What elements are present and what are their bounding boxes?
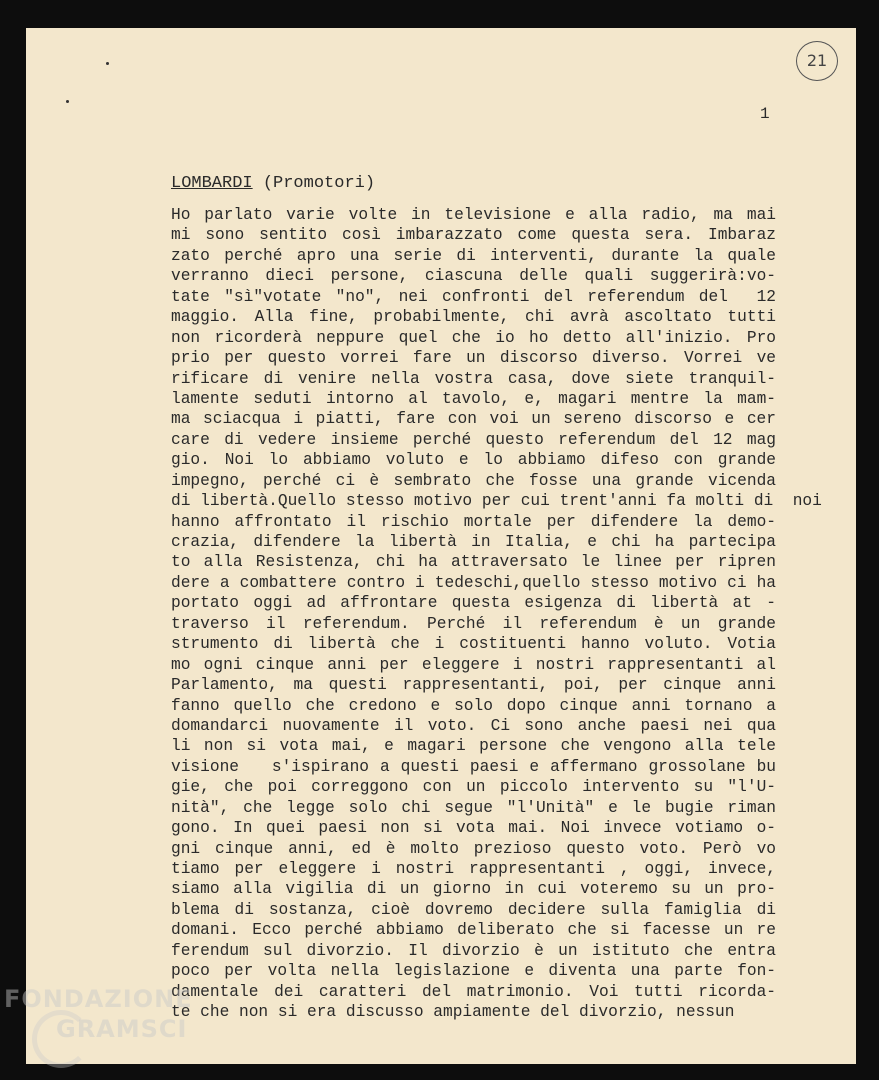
text-line: mi sono sentito così imbarazzato come questa sera. Imbaraz (171, 226, 776, 245)
text-line: prio per questo vorrei fare un discorso diverso. Vorrei ve (171, 349, 776, 368)
text-line: gono. In quei paesi non si vota mai. Noi invece votiamo o- (171, 819, 776, 838)
text-line: care di vedere insieme perché questo referendum del 12 mag (171, 430, 776, 449)
text-line: visione s'ispirano a questi paesi e affermano grossolane bu (171, 757, 776, 776)
text-line: blema di sostanza, cioè dovremo decidere sulla famiglia di (171, 900, 776, 919)
text-line: li non si vota mai, e magari persone che vengono alla tele (171, 737, 776, 756)
text-line: Ho parlato varie volte in televisione e alla radio, ma mai (171, 206, 776, 224)
text-line: gni cinque anni, ed è molto prezioso questo voto. Però vo (171, 839, 776, 858)
text-line: zato perché apro una serie di interventi, durante la quale (171, 246, 776, 265)
text-line: ma sciacqua i piatti, fare con voi un sereno discorso e cer (171, 410, 776, 429)
text-line: dere a combattere contro i tedeschi,quello stesso motivo ci ha (171, 573, 776, 592)
text-line: gio. Noi lo abbiamo voluto e lo abbiamo difeso con grande (171, 451, 776, 470)
archive-number-stamp: 21 (796, 41, 838, 81)
speaker-heading (171, 174, 375, 193)
text-line: siamo alla vigilia di un giorno in cui voteremo su un pro- (171, 880, 776, 899)
watermark-line-2: GRAMSCI (56, 1015, 188, 1043)
text-line: nità", che legge solo chi segue "l'Unità" e le bugie riman (171, 798, 776, 817)
text-line: tiamo per eleggere i nostri rappresentanti , oggi, invece, (171, 860, 776, 878)
text-line: maggio. Alla fine, probabilmente, chi avrà ascoltato tutti (171, 308, 776, 327)
text-line: Parlamento, ma questi rappresentanti, poi, per cinque anni (171, 676, 776, 695)
ink-speck (66, 100, 69, 103)
typed-page (26, 28, 856, 1064)
text-line: domandarci nuovamente il voto. Ci sono anche paesi nei qua (171, 716, 776, 735)
text-line: crazia, difendere la libertà in Italia, e chi ha partecipa (171, 533, 776, 551)
text-line: mo ogni cinque anni per eleggere i nostri rappresentanti al (171, 655, 776, 674)
text-line: verranno dieci persone, ciascuna delle quali suggerirà:vo- (171, 267, 776, 286)
watermark-line-1: FONDAZIONE (4, 985, 193, 1013)
text-line: ferendum sul divorzio. Il divorzio è un istituto che entra (171, 941, 776, 960)
text-line: di libertà.Quello stesso motivo per cui trent'anni fa molti di noi (171, 492, 822, 511)
watermark (4, 984, 193, 1044)
text-line: lamente seduti intorno al tavolo, e, magari mentre la mam- (171, 389, 776, 408)
text-line: impegno, perché ci è sembrato che fosse una grande vicenda (171, 471, 776, 490)
text-line: te che non si era discusso ampiamente del divorzio, nessun (171, 1003, 735, 1022)
text-line: strumento di libertà che i costituenti hanno voluto. Votia (171, 635, 776, 654)
text-line: gie, che poi correggono con un piccolo intervento su "l'U- (171, 778, 776, 797)
text-line: damentale dei caratteri del matrimonio. Voi tutti ricorda- (171, 982, 776, 1001)
text-line: portato oggi ad affrontare questa esigenza di libertà at - (171, 594, 776, 613)
text-line: hanno affrontato il rischio mortale per difendere la demo- (171, 512, 776, 531)
text-line: rificare di venire nella vostra casa, dove siete tranquil- (171, 369, 776, 388)
text-line: poco per volta nella legislazione e diventa una parte fon- (171, 962, 776, 981)
speaker-role: (Promotori) (262, 174, 376, 193)
speech-body (171, 205, 822, 1023)
speaker-name: LOMBARDI (171, 174, 253, 193)
ink-speck (106, 62, 109, 65)
text-line: tate "sì"votate "no", nei confronti del referendum del 12 (171, 287, 776, 306)
text-line: traverso il referendum. Perché il referendum è un grande (171, 614, 776, 633)
text-line: fanno quello che credono e solo dopo cinque anni tornano a (171, 696, 776, 715)
text-line: domani. Ecco perché abbiamo deliberato che si facesse un re (171, 921, 776, 940)
text-line: non ricorderà neppure quel che io ho detto all'inizio. Pro (171, 328, 776, 347)
text-line: to alla Resistenza, chi ha attraversato le linee per ripren (171, 553, 776, 572)
page-number: 1 (760, 105, 770, 123)
